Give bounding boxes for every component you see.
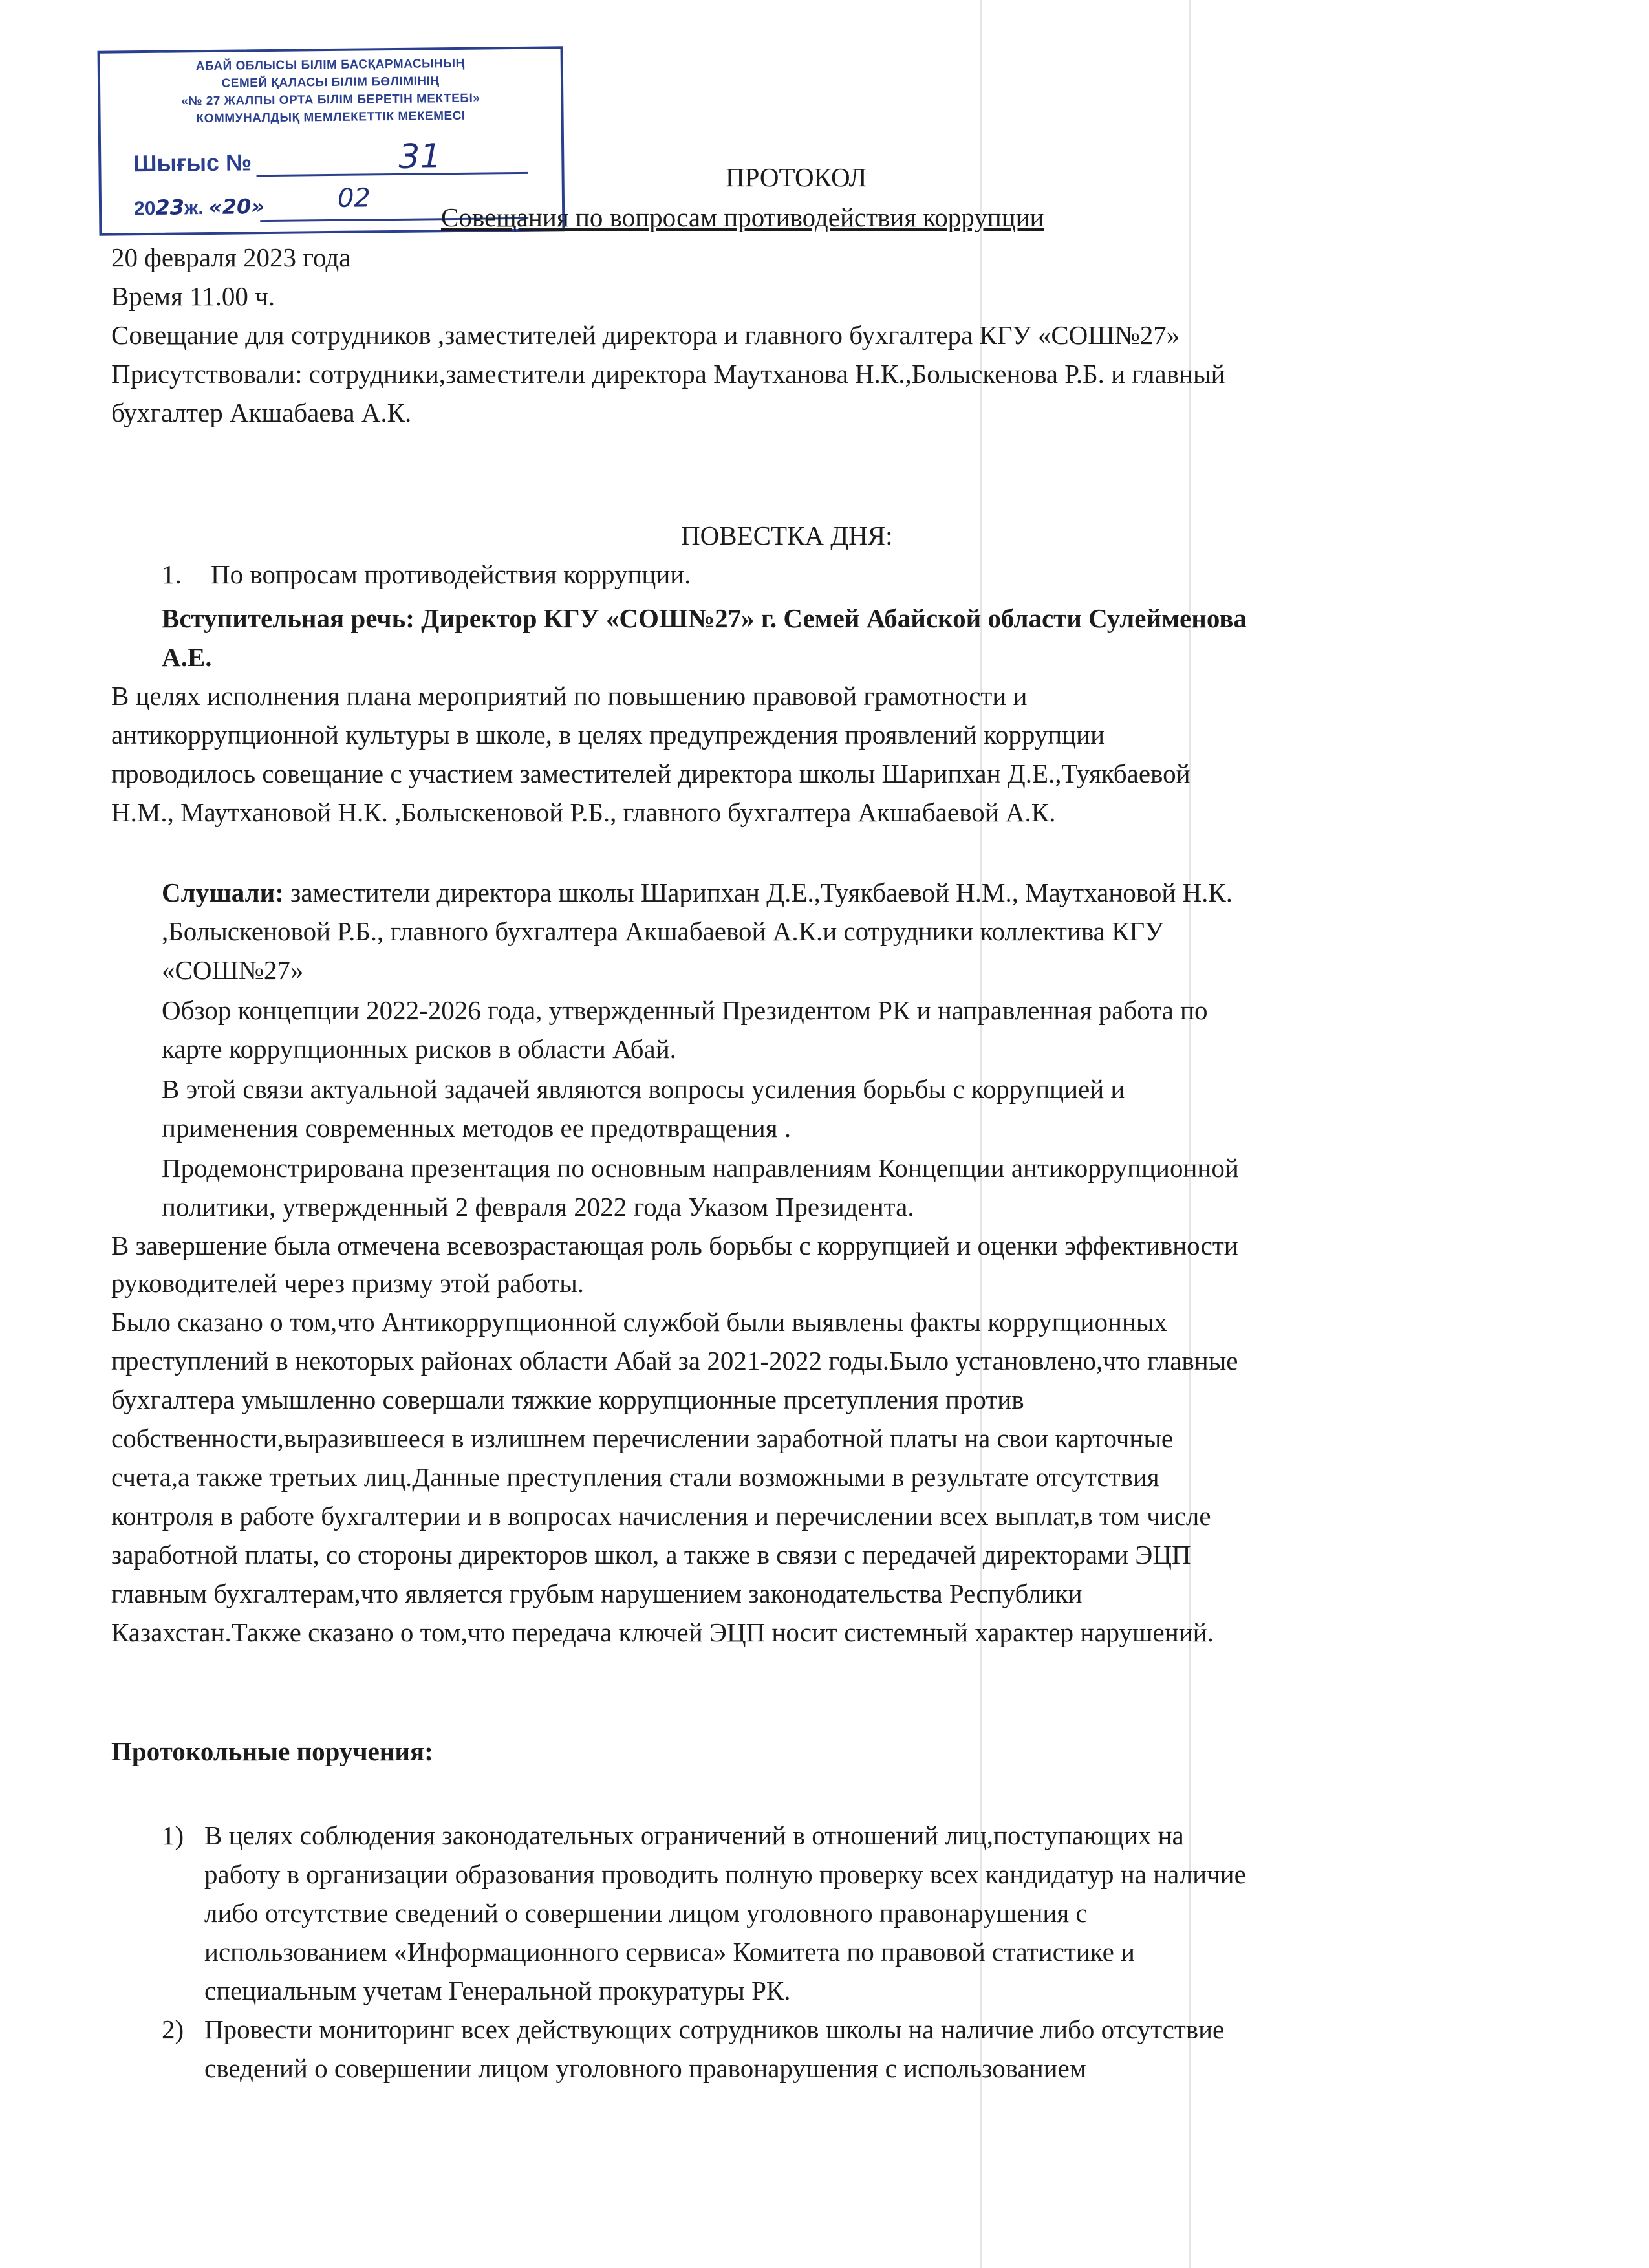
stamp-year-hand: 23 <box>155 195 185 220</box>
paragraph-line: В этой связи актуальной задачей являются вопросы усиления борьбы с коррупцией и <box>162 1074 1125 1104</box>
stamp-underline <box>257 172 528 177</box>
stamp-outgoing-number: 31 <box>398 137 442 177</box>
heard-label: Слушали: <box>162 878 284 907</box>
intro-speech: Вступительная речь: Директор КГУ «СОШ№27» г. Семей Абайской области Сулейменова <box>162 603 1247 633</box>
intro-speech: А.Е. <box>162 642 212 672</box>
meeting-time: Время 11.00 ч. <box>111 281 275 311</box>
instruction-line: специальным учетам Генеральной прокуратуры РК. <box>204 1976 791 2005</box>
paragraph-line: проводилось совещание с участием заместителей директора школы Шарипхан Д.Е.,Туякбаевой <box>111 759 1191 788</box>
heard-line: «СОШ№27» <box>162 955 304 985</box>
stamp-line: «№ 27 ЖАЛПЫ ОРТА БІЛІМ БЕРЕТІН МЕКТЕБІ» <box>181 91 480 109</box>
paragraph-line: счета,а также третьих лиц.Данные преступления стали возможными в результате отсутствия <box>111 1462 1159 1492</box>
document-subtitle: Совещания по вопросам противодействия коррупции <box>441 202 1044 232</box>
instruction-line: В целях соблюдения законодательных ограничений в отношений лиц,поступающих на <box>204 1820 1184 1850</box>
instruction-line: Провести мониторинг всех действующих сотрудников школы на наличие либо отсутствие <box>204 2014 1225 2044</box>
paragraph-line: карте коррупционных рисков в области Абай. <box>162 1034 676 1064</box>
agenda-title: ПОВЕСТКА ДНЯ: <box>681 521 893 550</box>
paragraph-line: заработной платы, со стороны директоров школ, а также в связи с передачей директорами ЭЦП <box>111 1540 1191 1570</box>
stamp-header <box>100 54 561 128</box>
stamp-date-prefix <box>134 194 264 220</box>
paragraph-line: Продемонстрирована презентация по основным направлениям Концепции антикоррупционной <box>162 1153 1239 1183</box>
instruction-number: 2) <box>162 2014 184 2044</box>
paragraph-line: контроля в работе бухгалтерии и в вопросах начисления и перечислении всех выплат,в том числе <box>111 1501 1211 1531</box>
heard-line: ,Болыскеновой Р.Б., главного бухгалтера Акшабаевой А.К.и сотрудники коллектива КГУ <box>162 916 1164 946</box>
paragraph-line: преступлений в некоторых районах области Абай за 2021-2022 годы.Было установлено,что главные <box>111 1346 1238 1376</box>
stamp-day: «20» <box>208 194 265 219</box>
heard-text: заместители директора школы Шарипхан Д.Е.,Туякбаевой Н.М., Маутхановой Н.К. <box>283 878 1233 907</box>
stamp-line: СЕМЕЙ ҚАЛАСЫ БІЛІМ БӨЛІМІНІҢ <box>221 74 440 91</box>
instruction-line: использованием «Информационного сервиса» Комитета по правовой статистике и <box>204 1937 1135 1967</box>
paragraph-line: применения современных методов ее предотвращения . <box>162 1113 792 1143</box>
meeting-date: 20 февраля 2023 года <box>111 243 351 272</box>
instruction-line: работу в организации образования проводить полную проверку всех кандидатур на наличие <box>204 1859 1246 1889</box>
stamp-year-prefix: 20 <box>133 197 156 220</box>
paragraph-line: Обзор концепции 2022-2026 года, утвержденный Президентом РК и направленная работа по <box>162 995 1208 1025</box>
paragraph-line: руководителей через призму этой работы. <box>111 1268 585 1298</box>
scan-streak <box>1189 0 1191 2268</box>
instruction-line: сведений о совершении лицом уголовного правонарушения с использованием <box>204 2053 1086 2083</box>
meeting-audience: Совещание для сотрудников ,заместителей директора и главного бухгалтера КГУ «СОШ№27» <box>111 320 1180 350</box>
attendees-line: бухгалтер Акшабаева А.К. <box>111 398 412 427</box>
paragraph-line: Казахстан.Также сказано о том,что передача ключей ЭЦП носит системный характер нарушений. <box>111 1617 1214 1647</box>
heard-line <box>162 874 1233 911</box>
paragraph-line: В завершение была отмечена всевозрастающая роль борьбы с коррупцией и оценки эффективности <box>111 1231 1238 1260</box>
agenda-item-number: 1. <box>162 559 182 589</box>
stamp-outgoing-label: Шығыс № <box>133 149 252 177</box>
instruction-line: либо отсутствие сведений о совершении лицом уголовного правонарушения с <box>204 1898 1088 1928</box>
paragraph-line: В целях исполнения плана мероприятий по повышению правовой грамотности и <box>111 681 1028 711</box>
instructions-title: Протокольные поручения: <box>111 1736 433 1766</box>
paragraph-line: Н.М., Маутхановой Н.К. ,Болыскеновой Р.Б., главного бухгалтера Акшабаевой А.К. <box>111 797 1056 827</box>
attendees-line: Присутствовали: сотрудники,заместители директора Маутханова Н.К.,Болыскенова Р.Б. и главный <box>111 359 1225 389</box>
instruction-number: 1) <box>162 1820 184 1850</box>
stamp-line: КОММУНАЛДЫҚ МЕМЛЕКЕТТІК МЕКЕМЕСІ <box>196 109 466 126</box>
paragraph-line: бухгалтера умышленно совершали тяжкие коррупционные прсетупления против <box>111 1385 1024 1414</box>
stamp-line: АБАЙ ОБЛЫСЫ БІЛІМ БАСҚАРМАСЫНЫҢ <box>195 56 465 74</box>
paragraph-line: Было сказано о том,что Антикоррупционной службой были выявлены факты коррупционных <box>111 1307 1167 1337</box>
paragraph-line: антикоррупционной культуры в школе, в целях предупреждения проявлений коррупции <box>111 720 1105 750</box>
paragraph-line: главным бухгалтерам,что является грубым нарушением законодательства Республики <box>111 1579 1083 1608</box>
agenda-item-text: По вопросам противодействия коррупции. <box>211 559 691 589</box>
stamp-year-suffix: ж. <box>184 197 204 219</box>
paragraph-line: политики, утвержденный 2 февраля 2022 года Указом Президента. <box>162 1192 914 1222</box>
paragraph-line: собственности,выразившееся в излишнем перечислении заработной платы на свои карточные <box>111 1423 1174 1453</box>
document-title: ПРОТОКОЛ <box>726 162 867 192</box>
stamp-month: 02 <box>337 183 371 213</box>
